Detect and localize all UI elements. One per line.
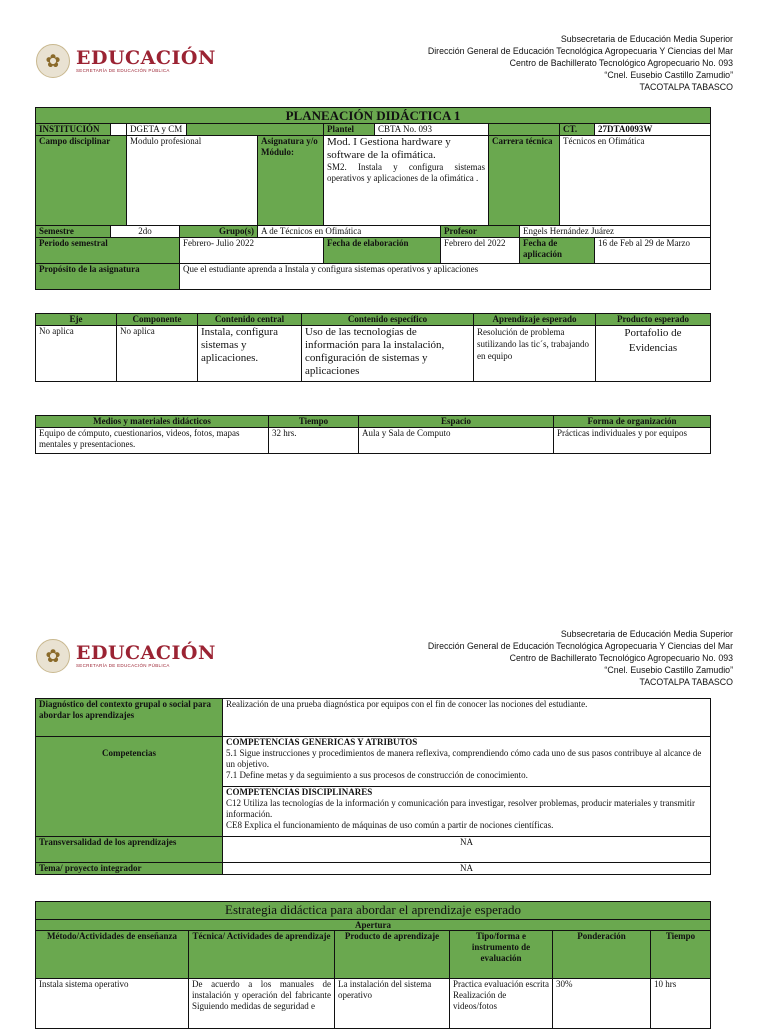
estrategia-title: Estrategia didáctica para abordar el aprendizaje esperado (36, 902, 711, 920)
planeacion-table: PLANEACIÓN DIDÁCTICA 1 INSTITUCIÓN DGETA y CM Plantel CBTA No. 093 CT. 27DTA0093W Campo disciplinar Modulo profesional Asignatura y/o Módulo: Mod. I Gestiona hardware y software de la ofimática. SM2. Instala y configura sistemas operativos y aplicaciones de la ofimática . Carrera técnica Técnicos en Ofimática Semestre 2do Grupo(s) A de Técnicos en Ofimática Profesor Engels Hernández Juárez Periodo semestral Febrero- Julio 2022 Fecha de elaboración Febrero del 2022 Fecha de aplicación 16 de Feb al 29 de Marzo Propósito de la asignatura Que el estudiante aprenda a Instala y configura sistemas operativos y aplicaciones (35, 107, 711, 290)
asignatura-cell: Mod. I Gestiona hardware y software de la ofimática. SM2. Instala y configura sistemas operativos y aplicaciones de la ofimática . (324, 136, 489, 226)
plan-title: PLANEACIÓN DIDÁCTICA 1 (36, 108, 711, 124)
logo-text: EDUCACIÓN (76, 47, 216, 69)
seal-icon: ✿ (36, 44, 70, 78)
eje-table: Eje Componente Contenido central Contenido específico Aprendizaje esperado Producto esperado No aplica No aplica Instala, configura sistemas y aplicaciones. Uso de las tecnologías de información para la instalación, configuración de sistemas y aplicaciones Resolución de problema sutilizando las tic´s, trabajando en equipo Portafolio de Evidencias (35, 313, 711, 382)
medios-table: Medios y materiales didácticos Tiempo Espacio Forma de organización Equipo de cómputo, cuestionarios, videos, fotos, mapas mentales y presentaciones. 32 hrs. Aula y Sala de Computo Prácticas individuales y por equipos (35, 415, 711, 454)
seal-icon: ✿ (36, 639, 70, 673)
logo-text-2: EDUCACIÓN (76, 642, 216, 664)
competencias-genericas: COMPETENCIAS GENERICAS Y ATRIBUTOS 5.1 Sigue instrucciones y procedimientos de manera reflexiva, comprendiendo cómo cada uno de sus pasos contribuye al alcance de un objetivo. 7.1 Define metas y da seguimiento a sus procesos de construcción de conocimiento. (223, 737, 711, 787)
institution-header-2: Subsecretaria de Educación Media Superior Dirección General de Educación Tecnológica Agropecuaria Y Ciencias del Mar Centro de Bachillerato Tecnológico Agropecuario No. 093 “Cnel. Eusebio Castillo Zamudio” TACOTALPA TABASCO (427, 629, 733, 687)
competencias-disciplinares: COMPETENCIAS DISCIPLINARES C12 Utiliza las tecnologías de la información y comunicación para investigar, resolver problemas, producir materiales y transmitir información. CE8 Explica el funcionamiento de máquinas de uso común a partir de nociones científicas. (223, 787, 711, 837)
logo (36, 44, 216, 78)
institution-header: Subsecretaria de Educación Media Superior Dirección General de Educación Tecnológica Agropecuaria Y Ciencias del Mar Centro de Bachillerato Tecnológico Agropecuario No. 093 “Cnel. Eusebio Castillo Zamudio” TACOTALPA TABASCO (427, 34, 733, 92)
diagnostico-table: Diagnóstico del contexto grupal o social para abordar los aprendizajes Realización de una prueba diagnóstica por equipos con el fin de conocer las nociones del estudiante. Competencias COMPETENCIAS GENERICAS Y ATRIBUTOS 5.1 Sigue instrucciones y procedimientos de manera reflexiva, comprendiendo cómo cada uno de sus pasos contribuye al alcance de un objetivo. 7.1 Define metas y da seguimiento a sus procesos de construcción de conocimiento. COMPETENCIAS DISCIPLINARES C12 Utiliza las tecnologías de la información y comunicación para investigar, resolver problemas, producir materiales y transmitir información. CE8 Explica el funcionamiento de máquinas de uso común a partir de nociones científicas. Transversalidad de los aprendizajes NA Tema/ proyecto integrador NA (35, 698, 711, 875)
estrategia-table: Estrategia didáctica para abordar el aprendizaje esperado Apertura Método/Actividades de enseñanza Técnica/ Actividades de aprendizaje Producto de aprendizaje Tipo/forma e instrumento de evaluación Ponderación Tiempo Instala sistema operativo De acuerdo a los manuales de instalación y operación del fabricante Siguiendo medidas de seguridad e La instalación del sistema operativo Practica evaluación escrita Realización de videos/fotos 30% 10 hrs (35, 901, 711, 1029)
logo-2 (36, 639, 216, 673)
logo-subtext-2: SECRETARÍA DE EDUCACIÓN PÚBLICA (76, 663, 170, 668)
logo-subtext: SECRETARÍA DE EDUCACIÓN PÚBLICA (76, 68, 170, 73)
